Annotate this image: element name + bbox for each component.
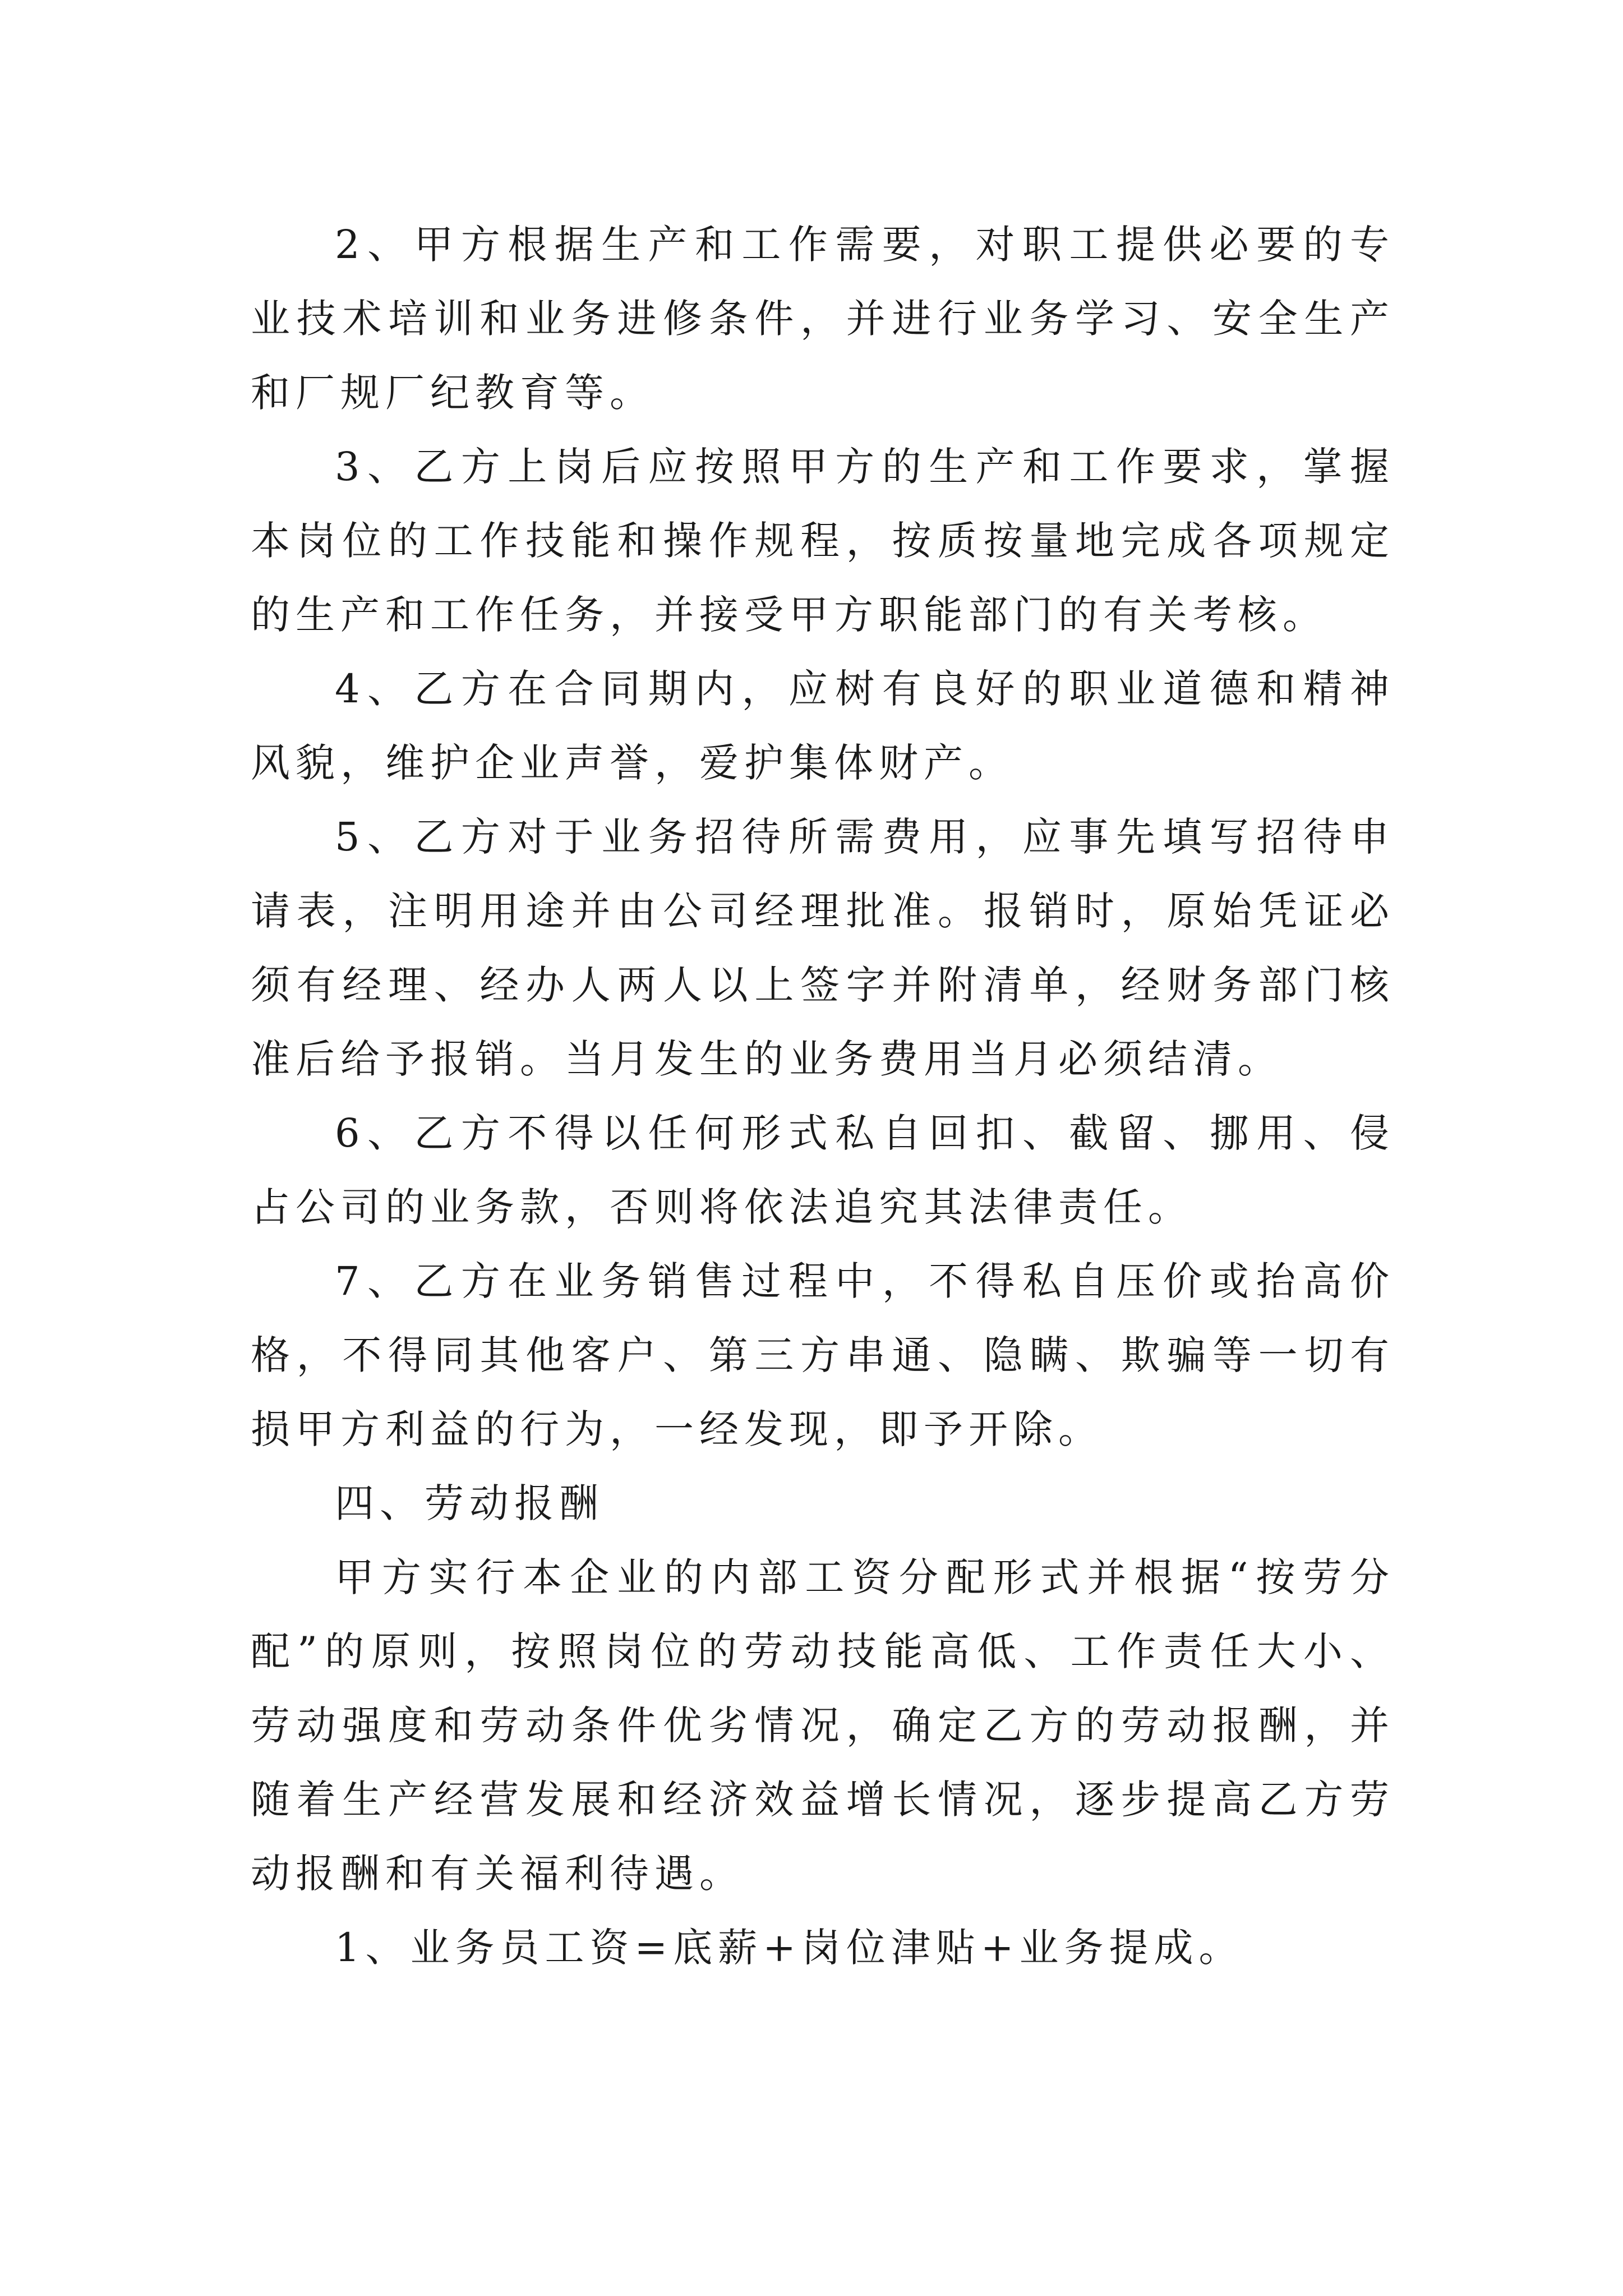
section-heading-remuneration: 四、劳动报酬 [335, 1480, 604, 1526]
paragraph-item-6-funds: 6、乙方不得以任何形式私自回扣、截留、挪用、侵占公司的业务款，否则将依法追究其法律责任。 [251, 1110, 1395, 1230]
paragraph-item-2-training: 2、甲方根据生产和工作需要，对职工提供必要的专业技术培训和业务进修条件，并进行业务学习、安全生产和厂规厂纪教育等。 [251, 222, 1395, 416]
document-body [251, 208, 1395, 1985]
paragraph-item-1-salary-formula: 1、业务员工资=底薪+岗位津贴+业务提成。 [335, 1925, 1244, 1971]
paragraph-item-4-conduct: 4、乙方在合同期内，应树有良好的职业道德和精神风貌，维护企业声誉，爱护集体财产。 [251, 666, 1395, 786]
paragraph-item-7-pricing: 7、乙方在业务销售过程中，不得私自压价或抬高价格，不得同其他客户、第三方串通、隐瞒、欺骗等一切有损甲方利益的行为，一经发现，即予开除。 [251, 1258, 1395, 1452]
paragraph-item-3-job-duties: 3、乙方上岗后应按照甲方的生产和工作要求，掌握本岗位的工作技能和操作规程，按质按量地完成各项规定的生产和工作任务，并接受甲方职能部门的有关考核。 [251, 444, 1395, 638]
paragraph-item-5-expenses: 5、乙方对于业务招待所需费用，应事先填写招待申请表，注明用途并由公司经理批准。报销时，原始凭证必须有经理、经办人两人以上签字并附清单，经财务部门核准后给予报销。当月发生的业务费用当月必须结清。 [251, 814, 1395, 1082]
paragraph-remuneration-principle: 甲方实行本企业的内部工资分配形式并根据“按劳分配”的原则，按照岗位的劳动技能高低、工作责任大小、劳动强度和劳动条件优劣情况，确定乙方的劳动报酬，并随着生产经营发展和经济效益增长情况，逐步提高乙方劳动报酬和有关福利待遇。 [251, 1554, 1395, 1897]
